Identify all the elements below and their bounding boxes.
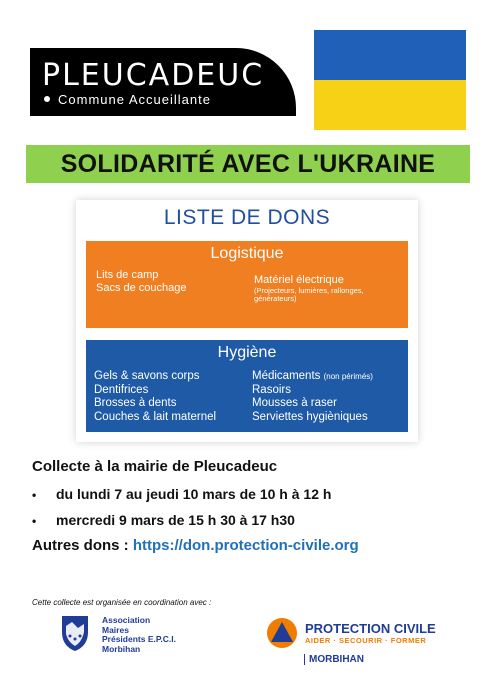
logistique-section bbox=[86, 241, 408, 328]
amp-line-2: Maires bbox=[102, 624, 129, 635]
protection-civile-logo-icon bbox=[266, 617, 298, 649]
amp-line-1: Association bbox=[102, 615, 151, 625]
ukraine-flag bbox=[314, 30, 466, 130]
bullet-dot: • bbox=[32, 514, 37, 528]
list-item: Mousses à raser bbox=[252, 397, 338, 409]
list-item: Brosses à dents bbox=[94, 397, 177, 409]
flag-yellow-band bbox=[314, 80, 466, 130]
hygiene-left-list bbox=[94, 370, 216, 424]
hygiene-title: Hygiène bbox=[217, 344, 277, 361]
list-item: Couches & lait maternel bbox=[94, 410, 217, 423]
protection-civile-region: MORBIHAN bbox=[304, 654, 364, 665]
amp-line-3: Présidents E.P.C.I. bbox=[102, 634, 177, 644]
list-item-note: (non périmés) bbox=[323, 372, 373, 381]
solidarity-banner bbox=[26, 145, 470, 183]
donation-list-panel bbox=[76, 200, 418, 442]
amp-morbihan-logo-icon bbox=[60, 612, 90, 652]
protection-civile-tagline: AIDER · SECOURIR · FORMER bbox=[305, 636, 427, 645]
hygiene-right-list bbox=[252, 370, 373, 424]
collecte-date-2: mercredi 9 mars de 15 h 30 à 17 h30 bbox=[56, 512, 295, 528]
logistique-left-list bbox=[96, 269, 187, 295]
other-donations-label: Autres dons : bbox=[32, 537, 133, 554]
list-item: Lits de camp bbox=[96, 269, 159, 281]
hygiene-section bbox=[86, 340, 408, 432]
list-item-detail: (Projecteurs, lumières, rallonges, bbox=[254, 286, 364, 295]
list-item-detail: générateurs) bbox=[254, 294, 297, 303]
collecte-date-1: du lundi 7 au jeudi 10 mars de 10 h à 12 h bbox=[56, 486, 332, 502]
logo-dot bbox=[44, 96, 50, 102]
list-item: Serviettes hygièniques bbox=[252, 410, 368, 423]
list-item: Rasoirs bbox=[252, 383, 291, 396]
list-item: Sacs de couchage bbox=[96, 282, 187, 294]
coordination-note: Cette collecte est organisée en coordination avec : bbox=[32, 598, 212, 607]
banner-title: SOLIDARITÉ AVEC L'UKRAINE bbox=[60, 149, 436, 178]
pleucadeuc-logo bbox=[30, 48, 296, 116]
donation-link[interactable]: https://don.protection-civile.org bbox=[132, 537, 359, 554]
logistique-title: Logistique bbox=[210, 245, 284, 262]
list-item-text: Médicaments bbox=[252, 370, 321, 382]
amp-line-4: Morbihan bbox=[102, 643, 141, 654]
amp-text bbox=[102, 616, 176, 654]
flag-blue-band bbox=[314, 30, 466, 80]
other-donations bbox=[32, 537, 359, 554]
list-title: LISTE DE DONS bbox=[163, 206, 331, 229]
list-item: Matériel électrique bbox=[254, 274, 344, 286]
bullet-dot: • bbox=[32, 488, 37, 502]
list-item: Gels & savons corps bbox=[94, 370, 200, 382]
list-item: Dentifrices bbox=[94, 383, 149, 396]
logo-name: PLEUCADEUC bbox=[42, 58, 265, 93]
logo-subtitle: Commune Accueillante bbox=[58, 92, 211, 107]
protection-civile-title: PROTECTION CIVILE bbox=[305, 621, 436, 636]
logistique-right-list bbox=[254, 274, 364, 303]
collecte-heading: Collecte à la mairie de Pleucadeuc bbox=[32, 458, 278, 475]
list-item bbox=[252, 370, 373, 384]
